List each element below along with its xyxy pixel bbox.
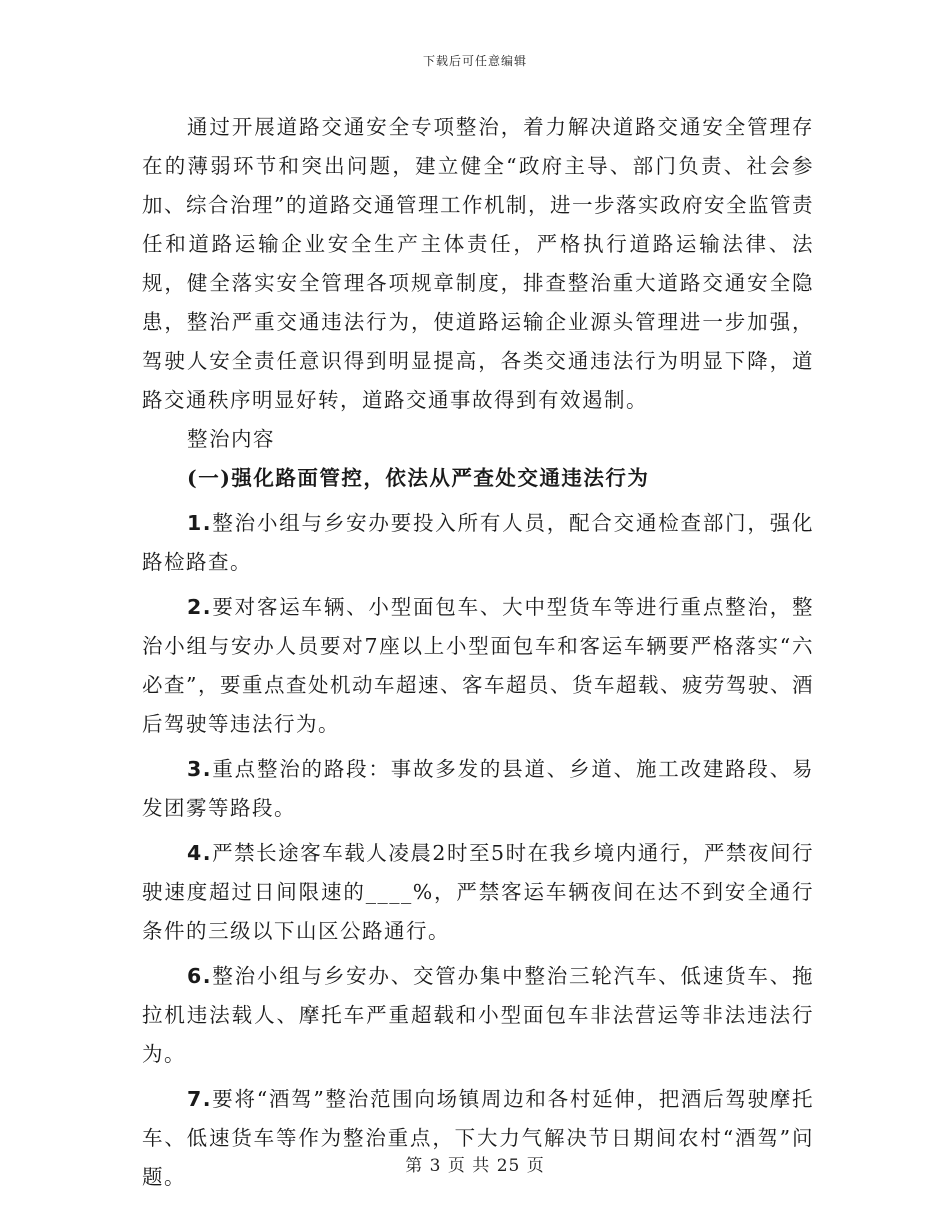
item-text: 整治小组与乡安办要投入所有人员，配合交通检查部门，强化路检路查。: [142, 511, 814, 574]
item-text: 要将“酒驾”整治范围向场镇周边和各村延伸，把酒后驾驶摩托车、低速货车等作为整治重点，下大力气解决节日期间农村“酒驾”问题。: [142, 1087, 814, 1189]
list-item: [142, 834, 814, 951]
page-header: 下载后可任意编辑: [422, 54, 527, 68]
item-text: 严禁长途客车载人凌晨2时至5时在我乡境内通行，严禁夜间行驶速度超过日间限速的____%，严禁客运车辆夜间在达不到安全通行条件的三级以下山区公路通行。: [142, 841, 814, 943]
intro-paragraph: 通过开展道路交通安全专项整治，着力解决道路交通安全管理存在的薄弱环节和突出问题，建立健全“政府主导、部门负责、社会参加、综合治理”的道路交通管理工作机制，进一步落实政府安全监管责任和道路运输企业安全生产主体责任，严格执行道路运输法律、法规，健全落实安全管理各项规章制度，排查整治重大道路交通安全隐患，整治严重交通违法行为，使道路运输企业源头管理进一步加强，驾驶人安全责任意识得到明显提高，各类交通违法行为明显下降，道路交通秩序明显好转，道路交通事故得到有效遏制。: [142, 115, 814, 412]
list-item: [142, 588, 814, 744]
list-item: [142, 504, 814, 582]
list-item: [142, 750, 814, 828]
document-body: [142, 108, 814, 1197]
item-number: 4.: [187, 841, 213, 865]
item-text: 要对客运车辆、小型面包车、大中型货车等进行重点整治，整治小组与安办人员要对7座以上小型面包车和客运车辆要严格落实“六必查”，要重点查处机动车超速、客车超员、货车超载、疲劳驾驶、酒后驾驶等违法行为。: [142, 595, 814, 736]
item-number: 2.: [187, 595, 213, 619]
list-item: [142, 957, 814, 1074]
item-number: 1.: [187, 511, 213, 535]
subsection-title: (一)强化路面管控，依法从严查处交通违法行为: [187, 466, 650, 490]
item-number: 7.: [187, 1087, 213, 1111]
page-footer: 第 3 页 共 25 页: [405, 1156, 545, 1176]
item-number: 6.: [187, 964, 213, 988]
item-text: 整治小组与乡安办、交管办集中整治三轮汽车、低速货车、拖拉机违法载人、摩托车严重超载和小型面包车非法营运等非法违法行为。: [142, 964, 814, 1066]
list-item: [142, 1080, 814, 1197]
section-title: 整治内容: [187, 427, 275, 451]
item-text: 重点整治的路段：事故多发的县道、乡道、施工改建路段、易发团雾等路段。: [142, 757, 814, 820]
item-number: 3.: [187, 757, 213, 781]
